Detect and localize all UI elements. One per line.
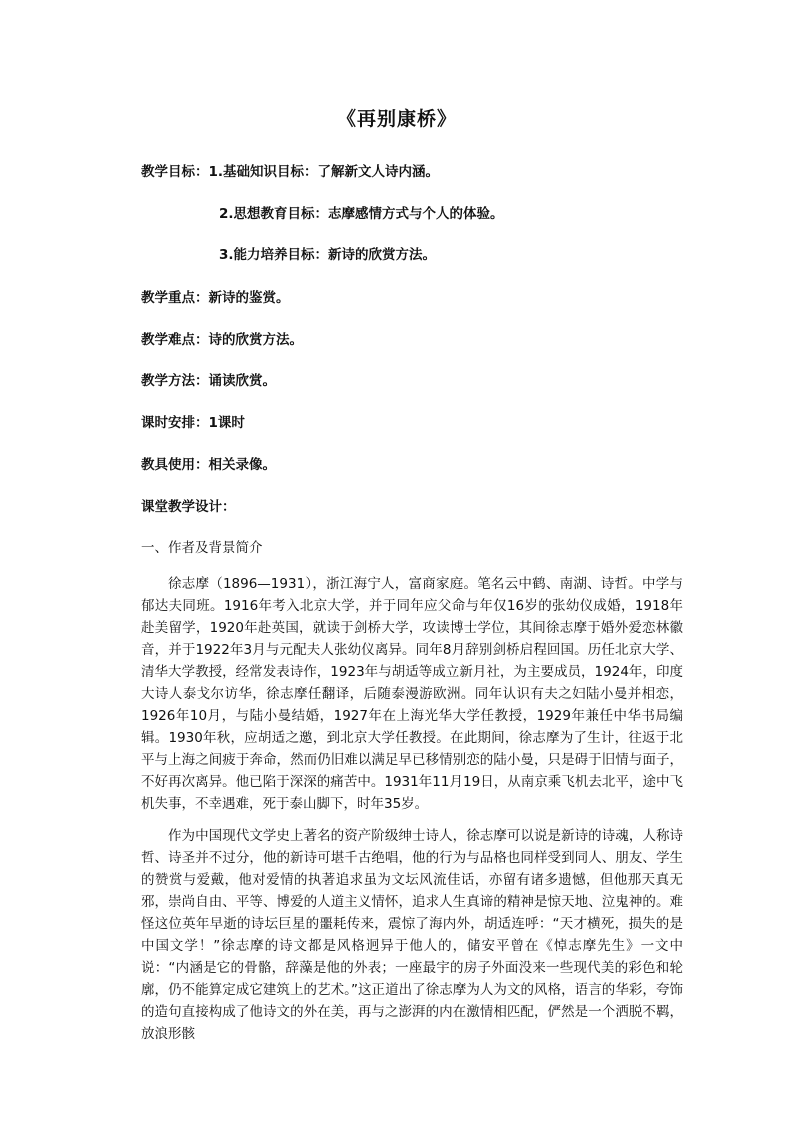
author-evaluation-paragraph: 作为中国现代文学史上著名的资产阶级绅士诗人，徐志摩可以说是新诗的诗魂，人称诗哲、诗圣并不过分，他的新诗可堪千古绝唱，他的行为与品格也同样受到同人、朋友、学生的赞赏与爱戴，他对爱情的执著追求虽为文坛风流佳话，亦留有诸多遗憾，但他那天真无邪，崇尚自由、平等、博爱的人道主义情怀，追求人生真谛的精神是惊天地、泣鬼神的。难怪这位英年早逝的诗坛巨星的噩耗传来，震惊了海内外，胡适连呼：“天才横死，损失的是中国文学！”徐志摩的诗文都是风格迥异于他人的，储安平曾在《悼志摩先生》一文中说：“内涵是它的骨骼，辞藻是他的外表；一座最宇的房子外面没来一些现代美的彩色和轮廓，仍不能算定成它建筑上的艺术。”这正道出了徐志摩为人为文的风格，语言的华彩，夸饰的造句直接构成了他诗文的外在美，再与之澎湃的内在激情相匹配，俨然是一个洒脱不羁，放浪形骸: [141, 828, 683, 1042]
class-design-heading: 课堂教学设计：: [141, 499, 236, 515]
teaching-tools: 教具使用：相关录像。: [141, 457, 276, 473]
lesson-schedule: 课时安排：1课时: [141, 415, 245, 431]
teaching-difficulty: 教学难点：诗的欣赏方法。: [141, 332, 303, 348]
teaching-goal-1: 教学目标：1.基础知识目标：了解新文人诗内涵。: [141, 164, 440, 180]
author-biography-paragraph: 徐志摩（1896—1931），浙江海宁人，富商家庭。笔名云中鹤、南湖、诗哲。中学与郁达夫同班。1916年考入北京大学，并于同年应父命与年仅16岁的张幼仪成婚，1918年赴美留学，1920年赴英国，就读于剑桥大学，攻读博士学位，其间徐志摩于婚外爱恋林徽音，并于1922年3月与元配夫人张幼仪离异。同年8月辞别剑桥启程回国。历任北京大学、清华大学教授，经常发表诗作，1923年与胡适等成立新月社，为主要成员，1924年，印度大诗人泰戈尔访华，徐志摩任翻译，后随泰漫游欧洲。同年认识有夫之妇陆小曼并相恋，1926年10月，与陆小曼结婚，1927年在上海光华大学任教授，1929年兼任中华书局编辑。1930年秋，应胡适之邀，到北京大学任教授。在此期间，徐志摩为了生计，往返于北平与上海之间疲于奔命，然而仍旧难以满足早已移情别恋的陆小曼，只是碍于旧情与面子，不好再次离异。他已陷于深深的痛苦中。1931年11月19日，从南京乘飞机去北平，途中飞机失事，不幸遇难，死于泰山脚下，时年35岁。: [141, 576, 683, 812]
page-title: 《再别康桥》: [336, 108, 457, 130]
teaching-method: 教学方法：诵读欣赏。: [141, 373, 276, 389]
teaching-goal-2: 2.思想教育目标：志摩感情方式与个人的体验。: [219, 206, 504, 222]
teaching-goal-3: 3.能力培养目标：新诗的欣赏方法。: [219, 247, 437, 263]
teaching-key-point: 教学重点：新诗的鉴赏。: [141, 290, 290, 306]
section-heading: 一、作者及背景简介: [141, 540, 263, 556]
